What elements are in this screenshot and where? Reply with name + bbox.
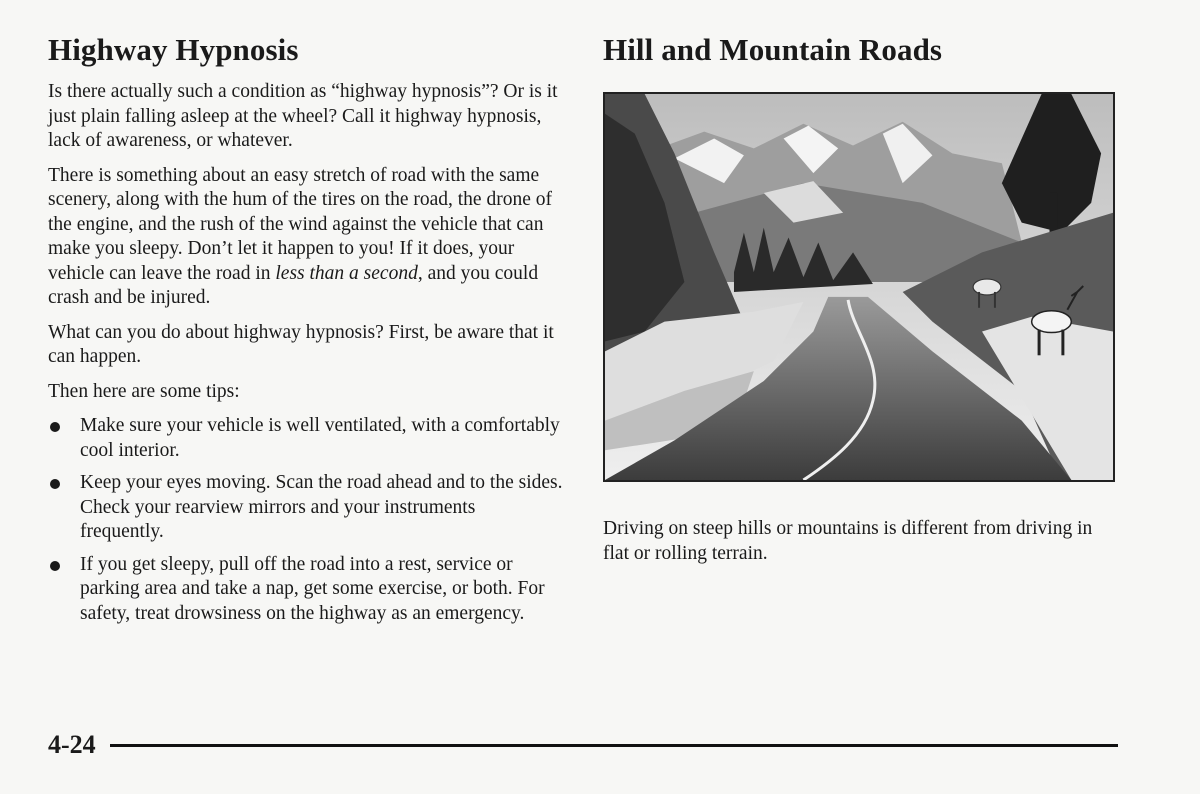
right-column bbox=[603, 30, 1118, 80]
list-item bbox=[48, 471, 563, 545]
mountain-road-drawing bbox=[605, 94, 1113, 480]
what-can-you-do-paragraph: What can you do about highway hypnosis? First, be aware that it can happen. bbox=[48, 321, 554, 367]
section-heading-highway-hypnosis: Highway Hypnosis bbox=[48, 32, 299, 67]
scenery-paragraph bbox=[48, 164, 563, 311]
bullet-icon bbox=[50, 479, 60, 489]
page-number: 4-24 bbox=[48, 730, 96, 759]
illustration-caption: Driving on steep hills or mountains is different from driving in flat or rolling terrain. bbox=[603, 518, 1093, 564]
tip-text: Keep your eyes moving. Scan the road ahead and to the sides. Check your rearview mirrors and your instruments frequently. bbox=[80, 472, 563, 542]
list-item bbox=[48, 553, 563, 627]
tips-list bbox=[48, 414, 563, 626]
intro-paragraph: Is there actually such a condition as “highway hypnosis”? Or is it just plain falling asleep at the wheel? Call it highway hypnosis, lack of awareness, or whatever. bbox=[48, 81, 558, 151]
bullet-icon bbox=[50, 422, 60, 432]
bullet-icon bbox=[50, 561, 60, 571]
scenery-text-after: , and you could crash and be injured. bbox=[48, 262, 539, 308]
page-footer bbox=[48, 728, 1118, 762]
tips-intro: Then here are some tips: bbox=[48, 380, 240, 402]
mountain-road-illustration bbox=[603, 92, 1115, 482]
list-item bbox=[48, 414, 563, 463]
tip-text: Make sure your vehicle is well ventilated, with a comfortably cool interior. bbox=[80, 415, 560, 461]
scenery-text-before: There is something about an easy stretch of road with the same scenery, along with the hum of the tires on the road, the drone of the engine, and the rush of the wind against the vehicle that can make you sleepy. Don’t let it happen to you! If it does, your vehicle can leave the road in bbox=[48, 164, 552, 284]
left-column bbox=[48, 30, 563, 634]
section-heading-hill-mountain-roads: Hill and Mountain Roads bbox=[603, 32, 943, 67]
tip-text: If you get sleepy, pull off the road into a rest, service or parking area and take a nap, get some exercise, or both. For safety, treat drowsiness on the highway as an emergency. bbox=[80, 553, 545, 624]
footer-rule bbox=[110, 744, 1118, 747]
emphasis-text: less than a second bbox=[275, 262, 418, 284]
